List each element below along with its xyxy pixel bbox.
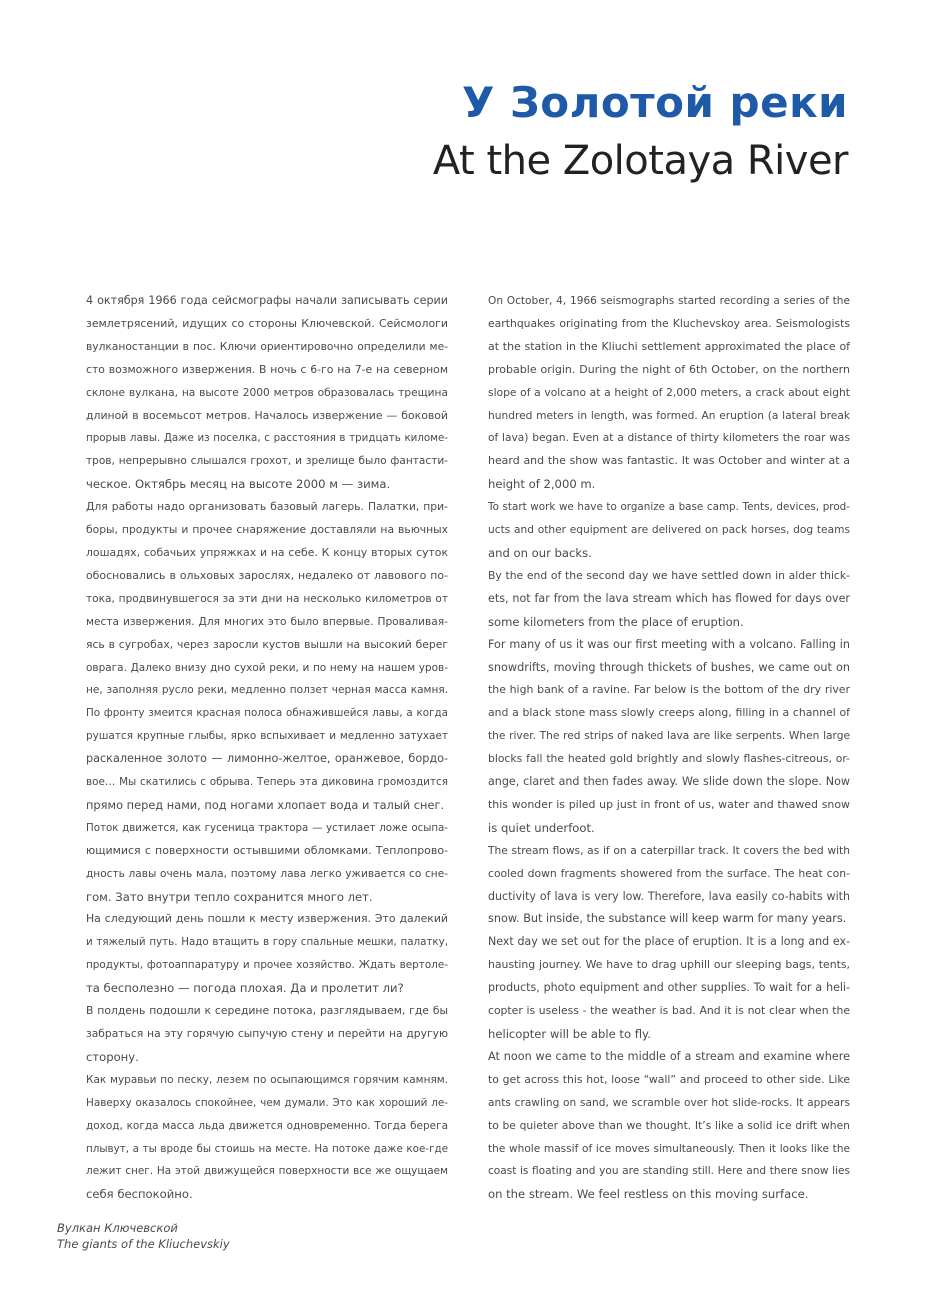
- english-text-line: For many of us it was our first meeting with a volcano. Falling in: [488, 637, 850, 651]
- russian-paragraph: [86, 496, 448, 817]
- english-text-line: ange, claret and then fades away. We slide down the slope. Now: [488, 775, 850, 789]
- russian-text-line: Наверху оказалось спокойнее, чем думали. Это как хороший ле-: [86, 1096, 448, 1109]
- english-paragraph: [488, 634, 850, 840]
- english-text-line: this wonder is piled up just in front of us, water and thawed snow: [488, 797, 850, 811]
- english-text-line: heard and the show was fantastic. It was October and winter at a: [488, 454, 850, 468]
- english-text-line: On October, 4, 1966 seismographs started recording a series of the: [488, 295, 850, 307]
- footer-caption-russian: Вулкан Ключевской: [57, 1221, 178, 1235]
- russian-text-line: раскаленное золото — лимонно-желтое, оранжевое, бордо-: [86, 752, 448, 766]
- russian-paragraph: [86, 1069, 448, 1206]
- russian-text-line: прямо перед нами, под ногами хлопает вода и талый снег.: [86, 797, 445, 812]
- english-paragraph: [488, 290, 850, 496]
- russian-text-line: лежит снег. На этой движущейся поверхности все же ощущаем: [86, 1165, 448, 1178]
- english-text-line: earthquakes originating from the Kluchevskoy area. Seismologists: [488, 316, 850, 330]
- english-text-line: is quiet underfoot.: [488, 820, 595, 835]
- russian-text-line: та бесполезно — погода плохая. Да и пролетит ли?: [86, 981, 404, 996]
- english-text-line: To start work we have to organize a base camp. Tents, devices, prod-: [488, 501, 850, 514]
- russian-text-line: продукты, фотоаппаратуру и прочее хозяйство. Ждать вертоле-: [86, 959, 448, 972]
- english-text-line: cooled down fragments showered from the surface. The heat con-: [488, 866, 850, 880]
- english-text-line: By the end of the second day we have settled down in alder thick-: [488, 568, 850, 582]
- russian-text-line: оврага. Далеко внизу дно сухой реки, и по нему на нашем уров-: [86, 661, 448, 674]
- english-text-line: ductivity of lava is very low. Therefore, lava easily co-habits with: [488, 889, 850, 903]
- english-text-line: snow. But inside, the substance will keep warm for many years.: [488, 912, 847, 926]
- russian-text-line: По фронту змеится красная полоса обнажившейся лавы, а когда: [86, 707, 448, 720]
- english-text-line: ucts and other equipment are delivered on pack horses, dog teams: [488, 523, 850, 537]
- english-text-line: slope of a volcano at a height of 2,000 meters, a crack about eight: [488, 385, 850, 399]
- russian-text-line: склоне вулкана, на высоте 2000 метров образовалась трещина: [86, 385, 448, 399]
- english-paragraph: [488, 1046, 850, 1206]
- russian-text-line: себя беспокойно.: [86, 1187, 193, 1202]
- russian-text-line: места извержения. Для многих это было впервые. Проваливая-: [86, 615, 448, 628]
- russian-text-line: сторону.: [86, 1049, 139, 1064]
- russian-text-line: дность лавы очень мала, поэтому лава легко уживается со сне-: [86, 867, 448, 880]
- russian-paragraph: [86, 908, 448, 1000]
- english-text-line: coast is floating and you are standing still. Here and there snow lies: [488, 1165, 850, 1178]
- page-footer: [57, 1220, 230, 1252]
- english-text-line: on the stream. We feel restless on this moving surface.: [488, 1187, 809, 1202]
- english-text-line: Next day we set out for the place of eruption. It is a long and ex-: [488, 935, 850, 949]
- russian-text-line: тока, продвинувшегося за эти дни на несколько километров от: [86, 592, 448, 605]
- english-text-line: at the station in the Kliuchi settlement approximated the place of: [488, 339, 850, 353]
- english-text-line: to be quieter above than we thought. It’s like a solid ice drift when: [488, 1118, 850, 1132]
- russian-text-line: сто возможного извержения. В ночь с 6-го на 7-е на северном: [86, 362, 448, 376]
- russian-text-line: доход, когда масса льда движется одновременно. Тогда берега: [86, 1119, 448, 1132]
- russian-text-line: длиной в восемьсот метров. Началось извержение — боковой: [86, 408, 448, 422]
- russian-text-line: 4 октября 1966 года сейсмографы начали записывать серии: [86, 294, 448, 307]
- russian-text-line: лошадях, собачьих упряжках и на себе. К концу вторых суток: [86, 545, 448, 559]
- russian-text-line: рушатся крупные глыбы, ярко вспыхивает и медленно затухает: [86, 730, 448, 743]
- english-text-line: hausting journey. We have to drag uphill our sleeping bags, tents,: [488, 958, 850, 972]
- english-text-line: and on our backs.: [488, 545, 592, 560]
- english-text-line: the whole massif of ice moves simultaneously. Then it looks like the: [488, 1142, 850, 1155]
- english-text-line: copter is useless - the weather is bad. And it is not clear when the: [488, 1004, 850, 1018]
- english-text-line: of lava) began. Even at a distance of thirty kilometers the roar was: [488, 431, 850, 445]
- english-text-line: the high bank of a ravine. Far below is the bottom of the dry river: [488, 683, 850, 697]
- english-text-line: and a black stone mass slowly creeps along, filling in a channel of: [488, 706, 850, 720]
- russian-text-line: плывут, а ты вроде бы стоишь на месте. На потоке даже кое-где: [86, 1142, 448, 1155]
- english-paragraph: [488, 840, 850, 932]
- english-paragraph: [488, 496, 850, 565]
- english-text-line: the river. The red strips of naked lava are like serpents. When large: [488, 729, 850, 743]
- russian-text-column: [86, 290, 448, 1206]
- russian-text-line: Поток движется, как гусеница трактора — устилает ложе осыпа-: [86, 821, 448, 834]
- russian-text-line: ющимися с поверхности остывшими обломками. Теплопрово-: [86, 843, 448, 857]
- english-text-line: blocks fall the heated gold brightly and slowly flashes-citreous, or-: [488, 752, 850, 766]
- english-text-line: snowdrifts, moving through thickets of bushes, we came out on: [488, 660, 850, 674]
- russian-text-line: и тяжелый путь. Надо втащить в гору спальные мешки, палатку,: [86, 936, 448, 949]
- english-text-line: height of 2,000 m.: [488, 477, 596, 492]
- russian-text-line: ческое. Октябрь месяц на высоте 2000 м — зима.: [86, 477, 391, 492]
- english-text-column: [488, 290, 850, 1206]
- english-text-line: hundred meters in length, was formed. An eruption (a lateral break: [488, 408, 850, 422]
- russian-text-line: прорыв лавы. Даже из поселка, с расстояния в тридцать киломе-: [86, 432, 448, 445]
- page-title-russian: У Золотой реки: [461, 78, 848, 127]
- page-title-english: At the Zolotaya River: [432, 138, 848, 184]
- english-text-line: helicopter will be able to fly.: [488, 1027, 651, 1041]
- russian-text-line: вулканостанции в пос. Ключи ориентировочно определили ме-: [86, 339, 448, 353]
- english-text-line: products, photo equipment and other supplies. To wait for a heli-: [488, 981, 850, 995]
- footer-caption-english: The giants of the Kliuchevskiy: [57, 1237, 230, 1251]
- english-text-line: to get across this hot, loose “wall” and proceed to other side. Like: [488, 1072, 850, 1086]
- russian-text-line: землетрясений, идущих со стороны Ключевской. Сейсмологи: [86, 316, 448, 330]
- russian-paragraph: [86, 817, 448, 909]
- russian-paragraph: [86, 290, 448, 496]
- english-paragraph: [488, 931, 850, 1046]
- russian-text-line: гом. Зато внутри тепло сохранится много лет.: [86, 889, 373, 904]
- english-text-line: At noon we came to the middle of a stream and examine where: [488, 1049, 850, 1063]
- russian-text-line: Как муравьи по песку, лезем по осыпающимся горячим камням.: [86, 1073, 448, 1086]
- russian-text-line: обосновались в ольховых зарослях, недалеко от лавового по-: [86, 568, 448, 582]
- english-text-line: some kilometers from the place of eruption.: [488, 614, 744, 629]
- russian-text-line: тров, непрерывно слышался грохот, и зрелище было фантасти-: [86, 455, 448, 468]
- english-paragraph: [488, 565, 850, 634]
- russian-text-line: забраться на эту горячую сыпучую стену и перейти на другую: [86, 1027, 448, 1040]
- russian-text-line: В полдень подошли к середине потока, разглядываем, где бы: [86, 1004, 448, 1018]
- english-text-line: ets, not far from the lava stream which has flowed for days over: [488, 591, 850, 605]
- russian-text-line: не, заполняя русло реки, медленно ползет черная масса камня.: [86, 684, 448, 697]
- russian-text-line: боры, продукты и прочее снаряжение доставляли на вьючных: [86, 523, 448, 537]
- english-text-line: probable origin. During the night of 6th October, on the northern: [488, 362, 850, 376]
- russian-paragraph: [86, 1000, 448, 1069]
- russian-text-line: Для работы надо организовать базовый лагерь. Палатки, при-: [86, 500, 448, 514]
- russian-text-line: вое… Мы скатились с обрыва. Теперь эта диковина громоздится: [86, 776, 448, 789]
- russian-text-line: На следующий день пошли к месту извержения. Это далекий: [86, 912, 448, 926]
- english-text-line: The stream flows, as if on a caterpillar track. It covers the bed with: [488, 843, 850, 857]
- russian-text-line: ясь в сугробах, через заросли кустов вышли на высокий берег: [86, 637, 448, 651]
- english-text-line: ants crawling on sand, we scramble over hot slide-rocks. It appears: [488, 1096, 850, 1109]
